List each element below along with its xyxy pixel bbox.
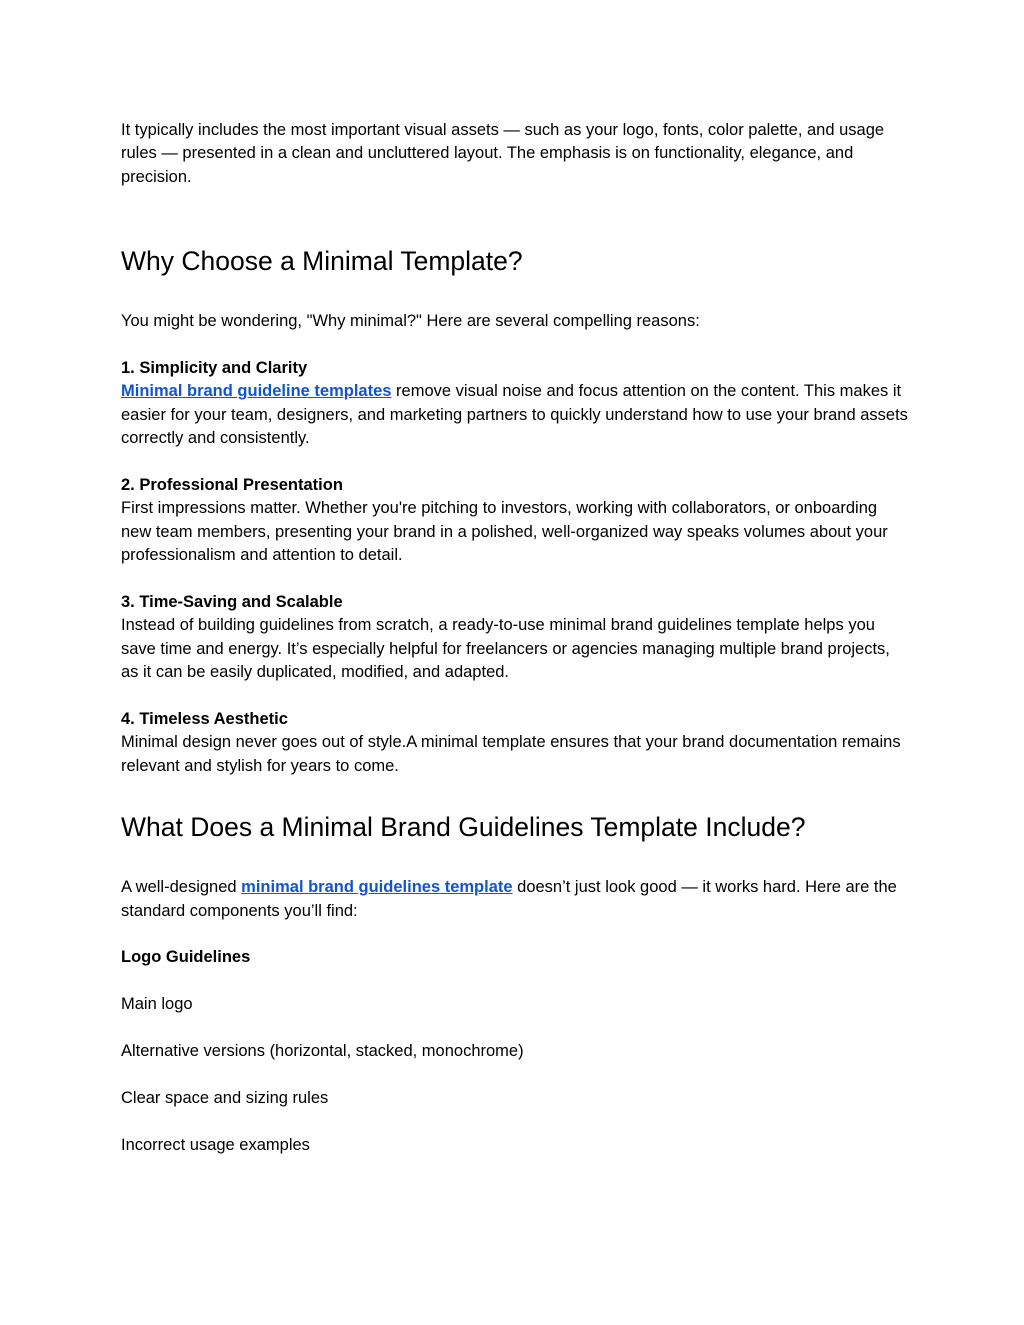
section2-lead — [121, 876, 911, 923]
logo-guidelines-subheading: Logo Guidelines — [121, 948, 251, 967]
list-item: Incorrect usage examples — [121, 1135, 310, 1154]
reason-2-body: First impressions matter. Whether you're pitching to investors, working with collaborators, or onboarding new team members, presenting your brand in a polished, well-organized way speaks volumes about your professionalism and attention to detail. — [121, 499, 888, 565]
list-item: Clear space and sizing rules — [121, 1088, 329, 1107]
reason-2-title: 2. Professional Presentation — [121, 476, 343, 495]
intro-paragraph: It typically includes the most important visual assets — such as your logo, fonts, color palette, and usage rules — presented in a clean and uncluttered layout. The emphasis is on functionality, elegance, and precision. — [121, 121, 885, 186]
reason-4-title: 4. Timeless Aesthetic — [121, 710, 288, 729]
minimal-brand-guideline-templates-link[interactable]: Minimal brand guideline templates — [121, 382, 392, 401]
section2-lead-after: doesn’t just look good — it works hard. Here are the standard components you’ll find: — [121, 878, 897, 920]
section-heading-why-minimal: Why Choose a Minimal Template? — [121, 246, 523, 277]
section-heading-what-includes: What Does a Minimal Brand Guidelines Template Include? — [121, 812, 806, 843]
section1-lead: You might be wondering, "Why minimal?" Here are several compelling reasons: — [121, 312, 700, 331]
list-item: Main logo — [121, 995, 193, 1014]
section2-lead-before: A well-designed — [121, 878, 242, 897]
reason-4-body: Minimal design never goes out of style.A minimal template ensures that your brand documentation remains relevant and stylish for years to come. — [121, 733, 901, 775]
reason-3-body: Instead of building guidelines from scratch, a ready-to-use minimal brand guidelines template helps you save time and energy. It’s especially helpful for freelancers or agencies managing multiple brand projects, as it can be easily duplicated, modified, and adapted. — [121, 616, 890, 682]
minimal-brand-guidelines-template-link[interactable]: minimal brand guidelines template — [241, 878, 513, 897]
reason-1-body — [121, 380, 911, 450]
reason-1-title: 1. Simplicity and Clarity — [121, 359, 308, 378]
reason-3-title: 3. Time-Saving and Scalable — [121, 593, 343, 612]
reason-1-text: remove visual noise and focus attention on the content. This makes it easier for your team, designers, and marketing partners to quickly understand how to use your brand assets correctly and consistently. — [121, 382, 908, 448]
document-page — [121, 119, 911, 1157]
list-item: Alternative versions (horizontal, stacked, monochrome) — [121, 1042, 524, 1061]
